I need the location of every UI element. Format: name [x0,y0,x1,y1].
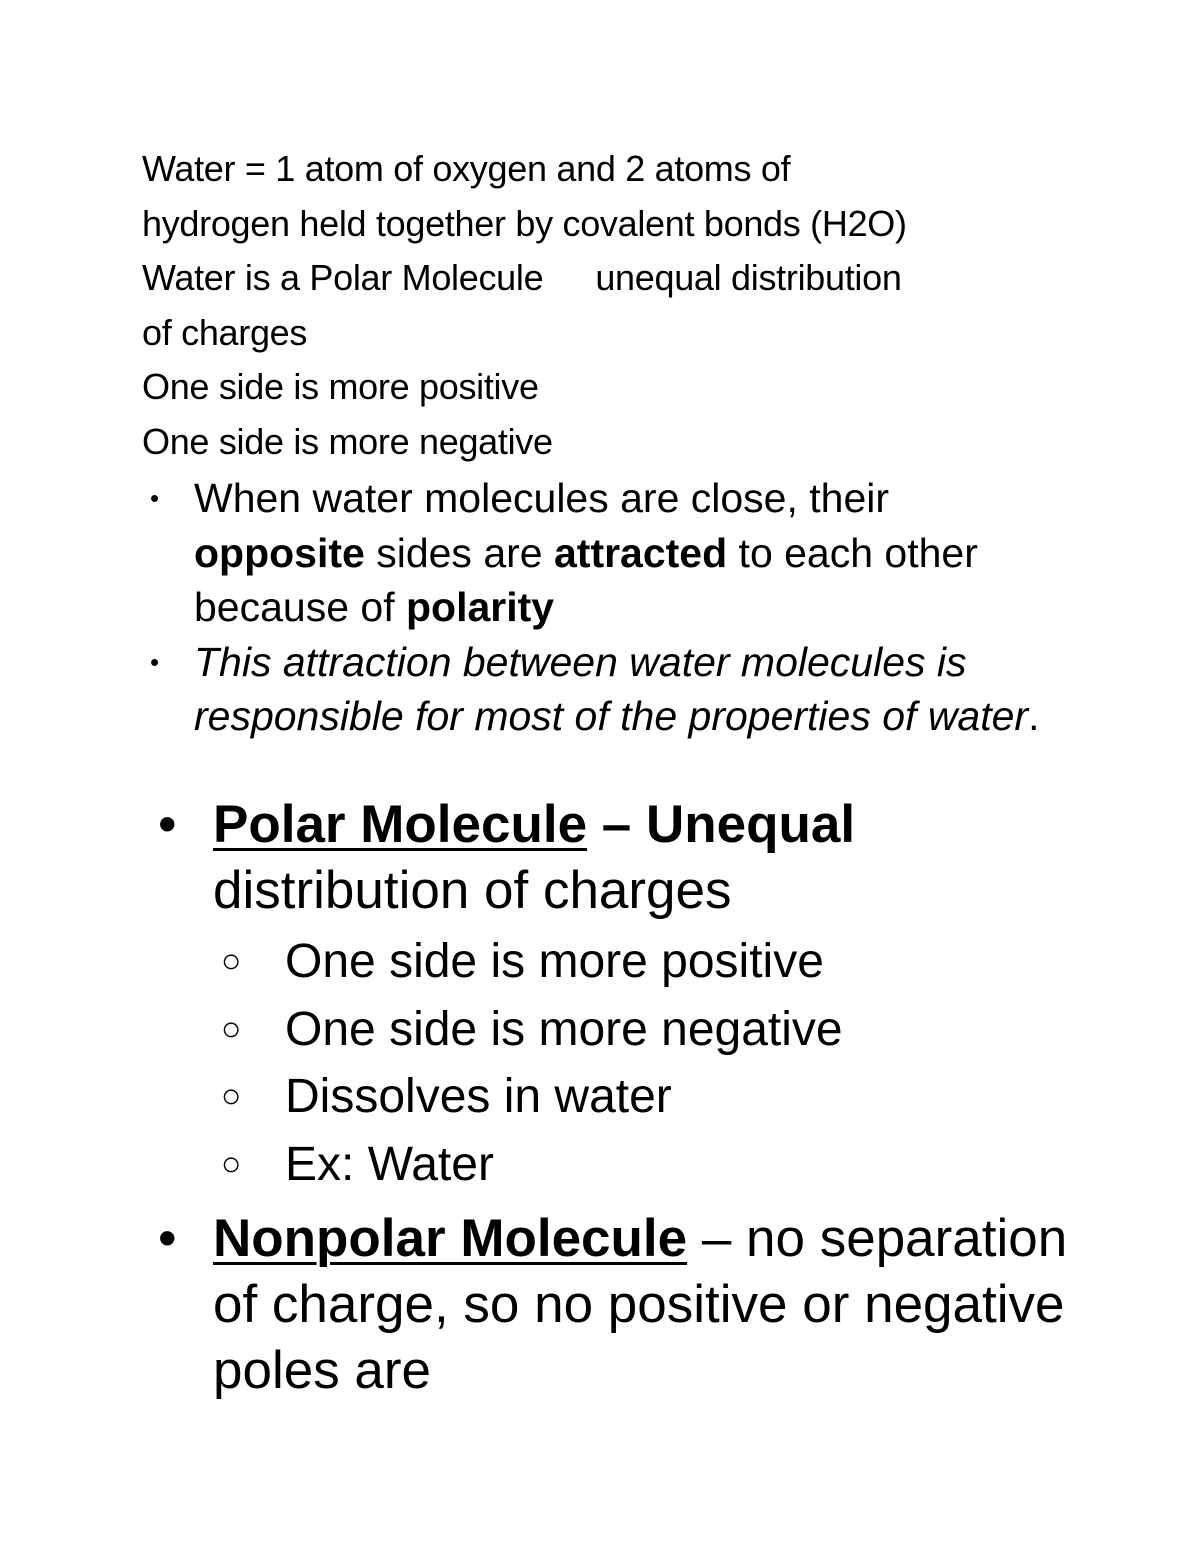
definition-text: distribution of charges [213,861,732,920]
definition-dash: – [587,795,646,854]
list-item [142,792,1082,1198]
bold-term: Unequal [646,795,856,854]
intro-line: One side is more negative [142,420,553,462]
sub-list-item [213,996,1082,1064]
intro-line: of charges [142,311,308,353]
sub-bullet-list [213,928,1082,1198]
list-item [142,471,1062,635]
molecule-definition-list [142,792,1082,1412]
attraction-bullet-list [142,471,1062,744]
definition-text: no separation of charge, so no positive or negative poles are [213,1209,1068,1400]
circle-bullet-icon: ○ [221,942,242,980]
intro-text-block [142,142,1042,469]
text-run: When water molecules are close, their [194,475,890,521]
bold-term: opposite [194,529,365,576]
sub-item-text: One side is more positive [285,935,824,988]
intro-line: Water = 1 atom of oxygen and 2 atoms of [142,148,791,189]
definition-term: Nonpolar Molecule [213,1209,688,1268]
intro-line: hydrogen held together by covalent bonds (H2O) [142,202,907,244]
definition-dash: – [687,1209,747,1268]
sub-list-item [213,1131,1082,1199]
bullet-icon: • [158,1209,177,1268]
bullet-icon: • [150,483,160,513]
text-run: sides are [364,529,554,576]
italic-text: This attraction between water molecules is responsible for most of the properties of water [194,638,1029,739]
list-item [142,1206,1082,1404]
intro-line [142,251,1042,306]
bold-term: attracted [553,529,728,576]
sub-list-item [213,1063,1082,1131]
bold-term: polarity [406,584,555,630]
text-run: to each other because of [194,529,978,630]
circle-bullet-icon: ○ [221,1077,242,1115]
sub-item-text: One side is more negative [285,1002,843,1056]
list-item [142,635,1062,744]
circle-bullet-icon: ○ [221,1009,242,1048]
bullet-icon: • [158,795,177,854]
sub-item-text: Dissolves in water [285,1070,672,1123]
bullet-icon: • [150,646,160,677]
intro-line: One side is more positive [142,366,539,407]
definition-term: Polar Molecule [213,795,588,854]
intro-line-part: unequal distribution [595,257,902,298]
sub-list-item [213,928,1082,996]
circle-bullet-icon: ○ [221,1144,242,1183]
intro-line-part: Water is a Polar Molecule [142,257,544,298]
sub-item-text: Ex: Water [285,1137,494,1191]
text-run: . [1028,693,1040,739]
